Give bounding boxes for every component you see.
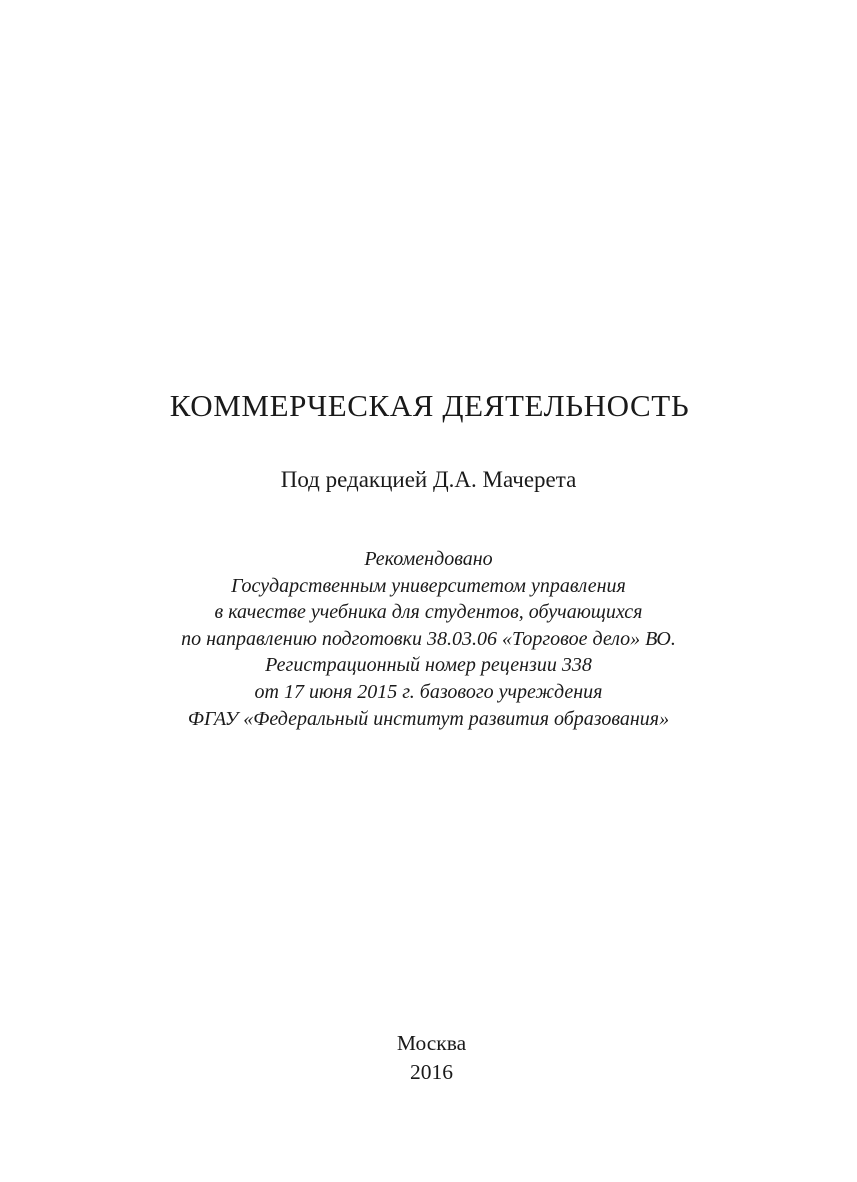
recommendation-line: Регистрационный номер рецензии 338 [265,654,592,677]
recommendation-line: в качестве учебника для студентов, обучающихся [214,601,643,624]
recommendation-line: по направлению подготовки 38.03.06 «Торговое дело» ВО. [181,627,676,650]
publication-city: Москва [396,1031,467,1055]
recommendation-block [0,546,857,732]
recommendation-line: Государственным университетом управления [231,574,626,597]
editor-credit: Под редакцией Д.А. Мачерета [280,467,577,492]
recommendation-line: от 17 июня 2015 г. базового учреждения [254,680,603,703]
publication-year: 2016 [410,1060,453,1084]
recommendation-line: Рекомендовано [364,548,493,570]
book-title: КОММЕРЧЕСКАЯ ДЕЯТЕЛЬНОСТЬ [169,388,690,423]
imprint-block [0,1029,857,1087]
recommendation-line: ФГАУ «Федеральный институт развития образования» [187,707,670,730]
